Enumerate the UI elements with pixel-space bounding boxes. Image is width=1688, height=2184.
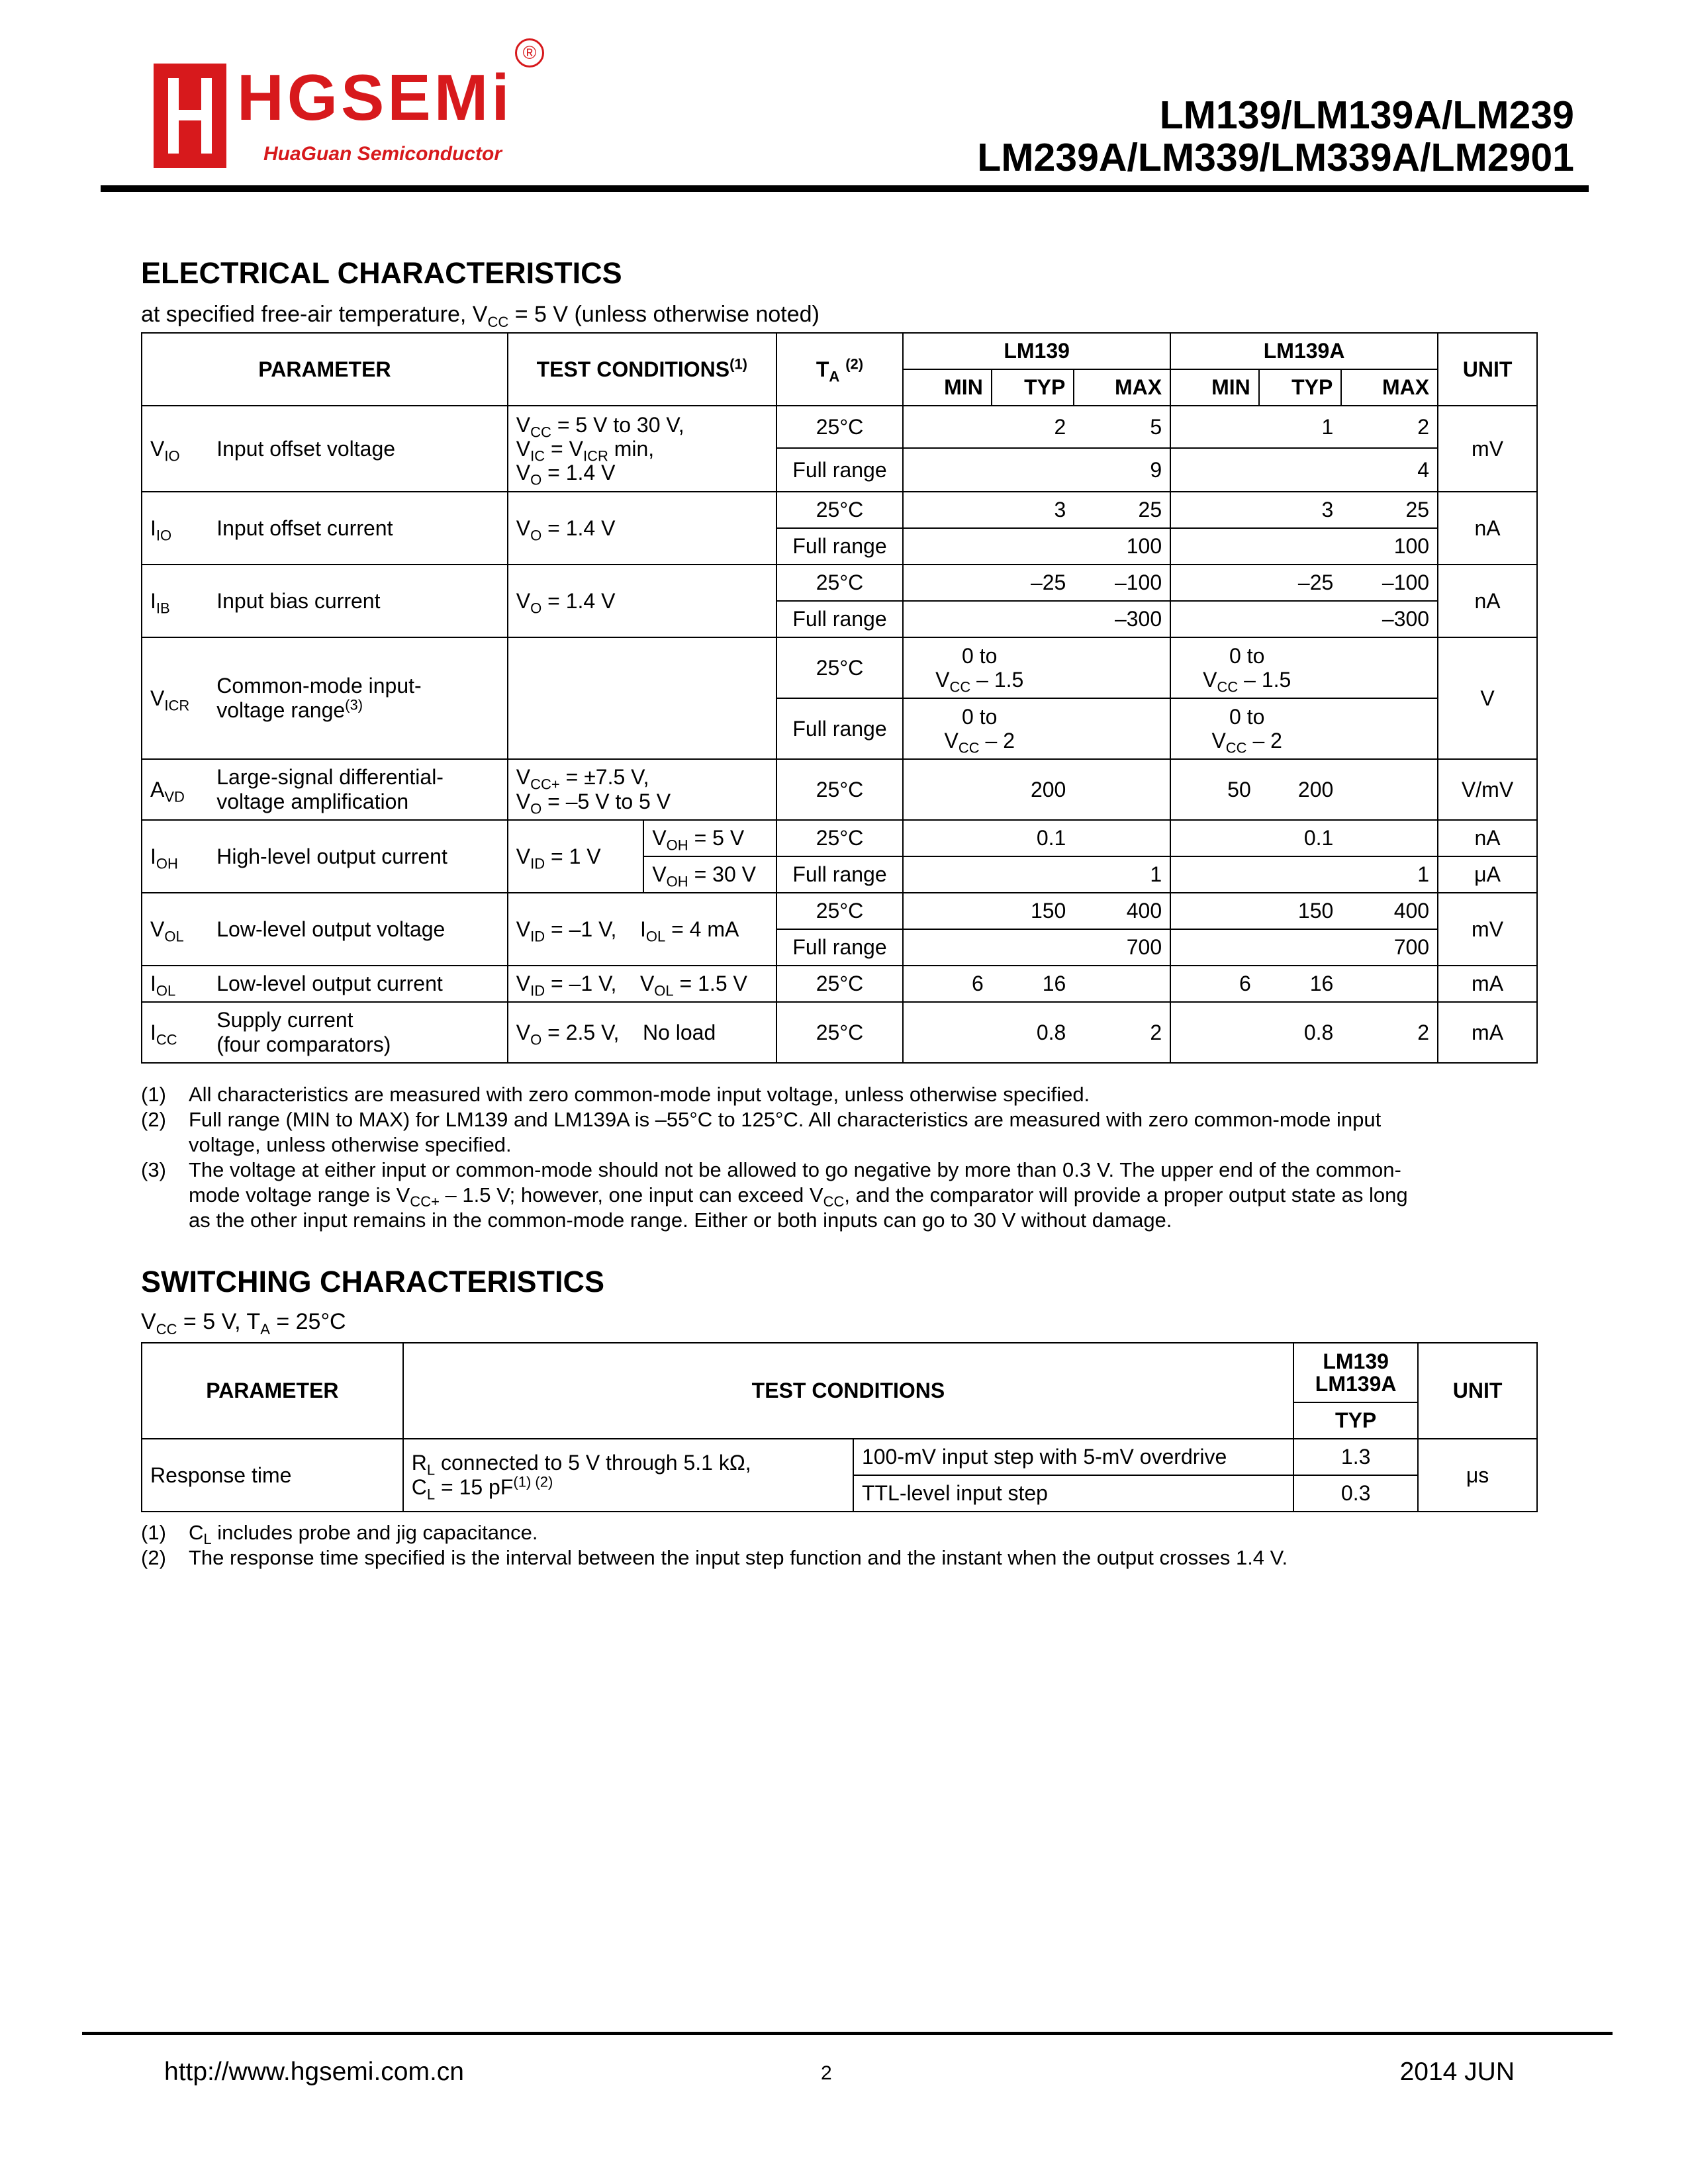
unit-cell: μA (1438, 856, 1537, 893)
switching-title: SWITCHING CHARACTERISTICS (141, 1265, 604, 1298)
footer-divider (82, 2032, 1613, 2035)
value-cell: 200 (1259, 759, 1342, 820)
value-cell: –25 (992, 565, 1074, 601)
value-cell: 16 (1259, 966, 1342, 1002)
tc-iib: $V_O = 1.4$ V (508, 565, 776, 637)
th-unit: UNIT (1418, 1343, 1537, 1439)
param-iio: Input offset current (209, 492, 508, 565)
unit-cell: nA (1438, 565, 1537, 637)
electrical-subtitle: at specified free-air temperature, $V_{CC} = 5$ V (unless otherwise noted) (141, 302, 820, 330)
th-max: MAX (1074, 369, 1170, 406)
ta-cell: 25°C (776, 565, 903, 601)
ta-cell: Full range (776, 448, 903, 492)
th-min: MIN (1170, 369, 1259, 406)
unit-cell: nA (1438, 492, 1537, 565)
value-cell: 1 (1259, 406, 1342, 448)
value-cell: 4 (1341, 448, 1438, 492)
value-cell: 0.1 (992, 820, 1074, 856)
param-icc: Supply current (four comparators) (209, 1002, 508, 1063)
th-lm139: LM139 (903, 333, 1170, 369)
value-cell: 2 (992, 406, 1074, 448)
ta-cell: Full range (776, 528, 903, 565)
value-cell: –100 (1074, 565, 1170, 601)
th-max: MAX (1341, 369, 1438, 406)
ta-cell: 25°C (776, 966, 903, 1002)
th-unit: UNIT (1438, 333, 1537, 406)
ta-cell: Full range (776, 698, 903, 759)
header-divider (101, 185, 1589, 192)
value-cell: –100 (1341, 565, 1438, 601)
footer-date: 2014 JUN (1399, 2058, 1515, 2086)
table-row (142, 759, 1537, 820)
th-min: MIN (903, 369, 992, 406)
value-cell: 2 (1074, 1002, 1170, 1063)
tc-iio: $V_O = 1.4$ V (508, 492, 776, 565)
value-cell: 3 (992, 492, 1074, 528)
ta-cell: 25°C (776, 893, 903, 929)
value-cell: 700 (1341, 929, 1438, 966)
value-cell: 6 (903, 966, 992, 1002)
value-cell: –300 (1074, 601, 1170, 637)
tc-step-1: 100-mV input step with 5-mV overdrive (853, 1439, 1293, 1475)
th-typ: TYP (1293, 1402, 1418, 1439)
symbol-iib: $I_{IB}$ (142, 565, 209, 637)
value-cell: 1 (1074, 856, 1170, 893)
tc-ioh-sub1: $V_{OH} = 5$ V (643, 820, 776, 856)
unit-cell: V (1438, 637, 1537, 759)
ta-cell: 25°C (776, 759, 903, 820)
footnote-1: (1) All characteristics are measured with zero common-mode input voltage, unless otherwise specified. (141, 1083, 1090, 1106)
value-cell: 0 to $V_{CC} - 2$ (1170, 698, 1341, 759)
value-cell: 150 (1259, 893, 1342, 929)
value-cell: 100 (1341, 528, 1438, 565)
unit-cell: mV (1438, 893, 1537, 966)
value-cell: 1 (1341, 856, 1438, 893)
value-cell: 1.3 (1293, 1439, 1418, 1475)
ta-cell: 25°C (776, 1002, 903, 1063)
value-cell: 200 (992, 759, 1074, 820)
unit-cell: mA (1438, 1002, 1537, 1063)
tc-vicr (508, 637, 776, 759)
th-typ: TYP (992, 369, 1074, 406)
value-cell: 6 (1170, 966, 1259, 1002)
tc-avd: $V_{CC+} = \pm 7.5$ V, $V_O = -5$ V to 5 V (508, 759, 776, 820)
value-cell: 0.1 (1259, 820, 1342, 856)
electrical-table (141, 332, 1538, 1064)
unit-cell: mV (1438, 406, 1537, 492)
switching-footnote-1: (1) $C_L$ includes probe and jig capacitance. (141, 1521, 538, 1548)
tc-vol: $V_{ID} = -1$ V, $I_{OL} = 4$ mA (508, 893, 776, 966)
value-cell: 0 to $V_{CC} - 1.5$ (1170, 637, 1341, 698)
param-response-time: Response time (142, 1439, 403, 1512)
param-iib: Input bias current (209, 565, 508, 637)
brand-wordmark: HGSEMi (237, 61, 513, 134)
tc-icc: $V_O = 2.5$ V, No load (508, 1002, 776, 1063)
param-vicr: Common-mode input- voltage range$^{(3)}$ (209, 637, 508, 759)
value-cell: 400 (1341, 893, 1438, 929)
param-vol: Low-level output voltage (209, 893, 508, 966)
tc-ioh-sub2: $V_{OH} = 30$ V (643, 856, 776, 893)
table-row (142, 966, 1537, 1002)
table-row (142, 893, 1537, 929)
symbol-iol: $I_{OL}$ (142, 966, 209, 1002)
footnote-3: (3) The voltage at either input or common-mode should not be allowed to go negative by more than 0.3 V. The upper end of the common- mode voltage range is $V_{CC+} - 1.5$ V; however, one input can exceed $V_{CC}$, and the comparator will provide a proper output state as long as the other input remains in the common-mode range. Either or both inputs can go to 30 V without damage. (141, 1158, 1408, 1232)
table-row (142, 492, 1537, 528)
symbol-vio: $V_{IO}$ (142, 406, 209, 492)
table-row (142, 406, 1537, 448)
part-line-1: LM139/LM139A/LM239 (1159, 93, 1574, 137)
unit-cell: mA (1438, 966, 1537, 1002)
value-cell: 25 (1074, 492, 1170, 528)
table-row (142, 820, 1537, 856)
part-numbers (977, 94, 1574, 179)
tc-vio: $V_{CC} = 5$ V to 30 V, $V_{IC} = V_{ICR}$ min, $V_O = 1.4$ V (508, 406, 776, 492)
param-ioh: High-level output current (209, 820, 508, 893)
value-cell: 150 (992, 893, 1074, 929)
brand-subtitle: HuaGuan Semiconductor (263, 143, 502, 165)
symbol-iio: $I_{IO}$ (142, 492, 209, 565)
value-cell: 400 (1074, 893, 1170, 929)
tc-ioh: $V_{ID} = 1$ V (508, 820, 644, 893)
value-cell: 0 to $V_{CC} - 2$ (903, 698, 1074, 759)
th-parameter: PARAMETER (142, 1343, 403, 1439)
ta-cell: 25°C (776, 492, 903, 528)
switching-footnote-2: (2) The response time specified is the interval between the input step function and the instant when the output crosses 1.4 V. (141, 1546, 1288, 1569)
value-cell: 0.8 (992, 1002, 1074, 1063)
tc-response-time: $R_L$ connected to 5 V through 5.1 kΩ, $C_L = 15$ $pF^{(1) (2)}$ (403, 1439, 853, 1512)
th-parameter: PARAMETER (142, 333, 508, 406)
param-iol: Low-level output current (209, 966, 508, 1002)
registered-mark: ® (515, 38, 544, 68)
table-row (142, 637, 1537, 698)
page-number: 2 (821, 2062, 832, 2084)
tc-step-2: TTL-level input step (853, 1475, 1293, 1512)
value-cell: –300 (1341, 601, 1438, 637)
th-test-conditions: TEST CONDITIONS (403, 1343, 1293, 1439)
table-row (142, 1439, 1537, 1475)
value-cell: 2 (1341, 1002, 1438, 1063)
ta-cell: 25°C (776, 637, 903, 698)
value-cell: 2 (1341, 406, 1438, 448)
unit-cell: nA (1438, 820, 1537, 856)
footnote-2: (2) Full range (MIN to MAX) for LM139 and LM139A is –55°C to 125°C. All characteristics are measured with zero common-mode input voltage, unless otherwise specified. (141, 1108, 1382, 1156)
switching-subtitle: $V_{CC} = 5$ V, $T_A = 25^\circ C$ (141, 1309, 346, 1338)
value-cell: 16 (992, 966, 1074, 1002)
unit-cell: μs (1418, 1439, 1537, 1512)
unit-cell: V/mV (1438, 759, 1537, 820)
th-test-conditions: TEST CONDITIONS$^{(1)}$ (508, 333, 776, 406)
th-devices: LM139 LM139A (1293, 1343, 1418, 1402)
ta-cell: 25°C (776, 406, 903, 448)
th-typ: TYP (1259, 369, 1342, 406)
value-cell: 0.8 (1259, 1002, 1342, 1063)
table-row (142, 1002, 1537, 1063)
switching-table (141, 1342, 1538, 1512)
value-cell: 9 (1074, 448, 1170, 492)
ta-cell: Full range (776, 601, 903, 637)
value-cell: 50 (1170, 759, 1259, 820)
value-cell: 100 (1074, 528, 1170, 565)
param-vio: Input offset voltage (209, 406, 508, 492)
ta-cell: Full range (776, 856, 903, 893)
symbol-vicr: $V_{ICR}$ (142, 637, 209, 759)
electrical-title: ELECTRICAL CHARACTERISTICS (141, 256, 622, 290)
ta-cell: Full range (776, 929, 903, 966)
th-lm139a: LM139A (1170, 333, 1438, 369)
value-cell: 0.3 (1293, 1475, 1418, 1512)
logo-mark-icon (154, 64, 226, 168)
table-row (142, 565, 1537, 601)
th-ta: $T_A$ $^{(2)}$ (776, 333, 903, 406)
value-cell: –25 (1259, 565, 1342, 601)
ta-cell: 25°C (776, 820, 903, 856)
value-cell: 3 (1259, 492, 1342, 528)
part-line-2: LM239A/LM339/LM339A/LM2901 (977, 136, 1574, 179)
value-cell: 25 (1341, 492, 1438, 528)
footer-url[interactable]: http://www.hgsemi.com.cn (164, 2058, 464, 2086)
param-avd: Large-signal differential- voltage amplification (209, 759, 508, 820)
value-cell: 700 (1074, 929, 1170, 966)
value-cell: 5 (1074, 406, 1170, 448)
symbol-ioh: $I_{OH}$ (142, 820, 209, 893)
tc-iol: $V_{ID} = -1$ V, $V_{OL} = 1.5$ V (508, 966, 776, 1002)
value-cell: 0 to $V_{CC} - 1.5$ (903, 637, 1074, 698)
symbol-icc: $I_{CC}$ (142, 1002, 209, 1063)
symbol-vol: $V_{OL}$ (142, 893, 209, 966)
symbol-avd: $A_{VD}$ (142, 759, 209, 820)
